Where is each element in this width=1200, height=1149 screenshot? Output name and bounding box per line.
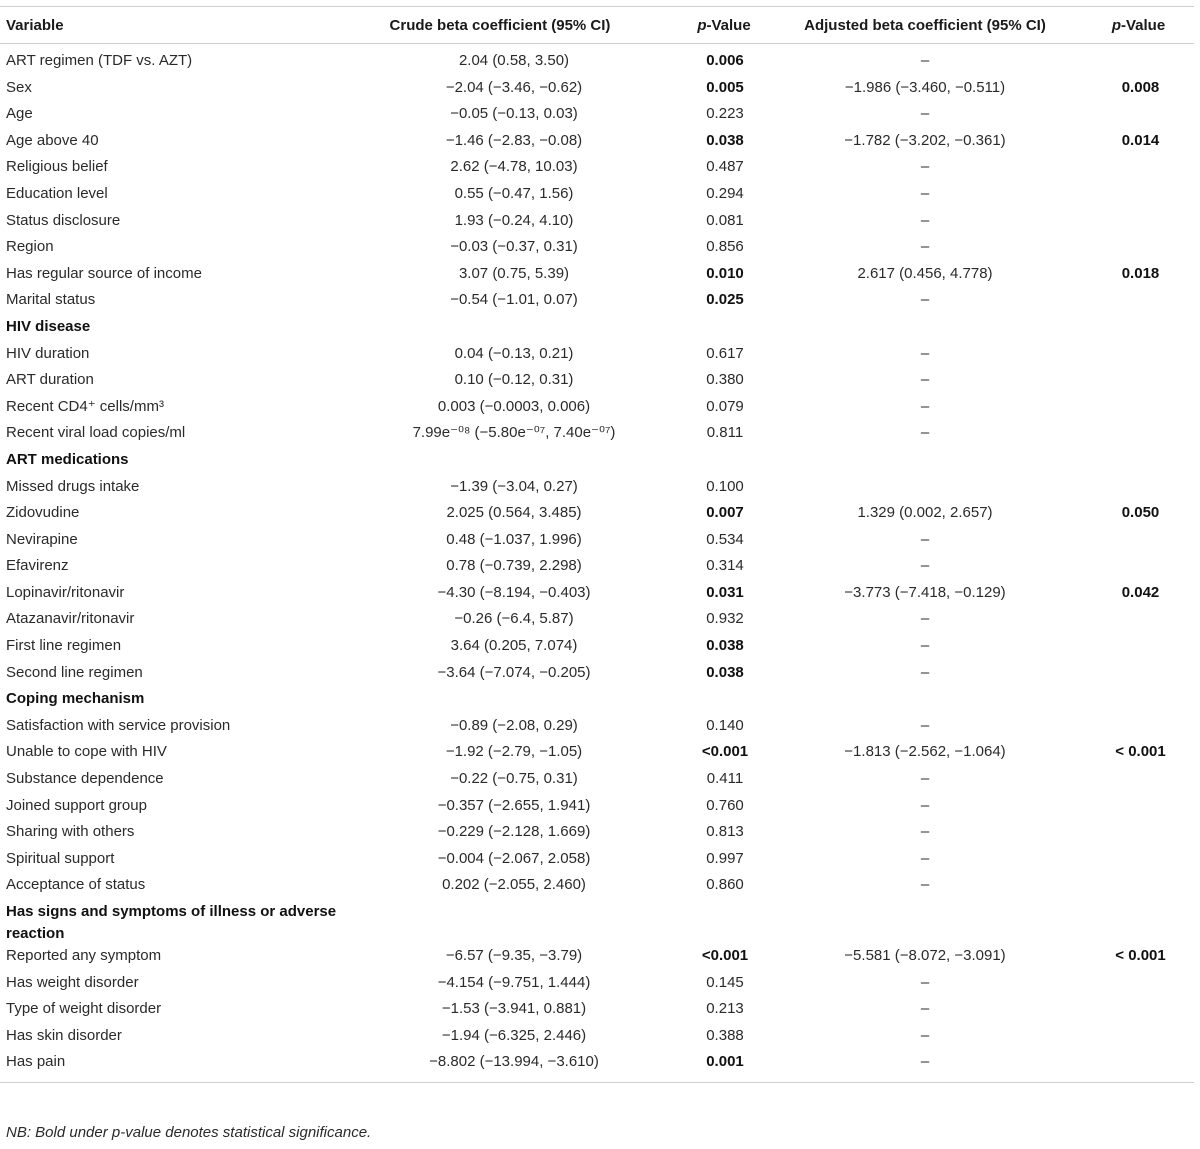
- crude-cell: 0.78 (−0.739, 2.298): [446, 557, 582, 575]
- adjusted-cell: –: [920, 105, 930, 123]
- table-row: [0, 848, 1194, 875]
- crude-cell: 0.202 (−2.055, 2.460): [442, 876, 586, 894]
- table-row: [0, 130, 1194, 157]
- header-p-letter: p: [1111, 16, 1121, 34]
- variable-cell: Has skin disorder: [6, 1026, 122, 1044]
- variable-cell: Satisfaction with service provision: [6, 716, 231, 734]
- p-value-cell: 0.487: [706, 158, 744, 176]
- variable-cell: ART duration: [6, 371, 94, 389]
- adjusted-cell: –: [920, 637, 930, 655]
- p-value-adjusted-cell: [1075, 103, 1194, 130]
- table-header: [0, 7, 1194, 44]
- variable-cell: Type of weight disorder: [6, 1000, 162, 1018]
- variable-cell: Substance dependence: [6, 770, 164, 788]
- p-value-adjusted-cell: 0.014: [1121, 131, 1160, 149]
- crude-cell: −0.229 (−2.128, 1.669): [437, 823, 591, 841]
- table-row: [0, 502, 1194, 529]
- table-row: [0, 874, 1194, 901]
- p-value-cell: 0.534: [706, 530, 744, 548]
- p-value-cell: 0.997: [706, 849, 744, 867]
- p-value-cell: [645, 901, 775, 945]
- p-value-cell: 0.932: [706, 610, 744, 628]
- crude-cell: [355, 688, 645, 715]
- variable-cell: Unable to cope with HIV: [6, 743, 167, 761]
- table-row: [0, 972, 1194, 999]
- crude-cell: −0.05 (−0.13, 0.03): [450, 105, 578, 123]
- adjusted-cell: –: [920, 397, 930, 415]
- p-value-cell: [645, 688, 775, 715]
- p-value-cell: 0.006: [706, 52, 744, 69]
- adjusted-cell: –: [775, 1051, 1075, 1082]
- table-row: [0, 715, 1194, 742]
- p-value-cell: 0.081: [706, 211, 744, 229]
- variable-cell: Marital status: [6, 291, 96, 309]
- section-row: [0, 901, 1194, 945]
- adjusted-cell: −5.581 (−8.072, −3.091): [844, 947, 1006, 964]
- adjusted-cell: –: [920, 371, 930, 389]
- p-value-adjusted-cell: [1075, 396, 1194, 423]
- table-row: [0, 608, 1194, 635]
- table-row: [0, 1051, 1194, 1082]
- variable-cell: Reported any symptom: [6, 947, 162, 964]
- adjusted-cell: –: [920, 291, 930, 309]
- p-value-adjusted-cell: < 0.001: [1115, 947, 1166, 964]
- table-row: [0, 396, 1194, 423]
- footnote: NB: Bold under p-value denotes statistical significance.: [6, 1124, 372, 1141]
- p-value-adjusted-cell: 0.018: [1121, 264, 1160, 282]
- p-value-adjusted-cell: [1075, 449, 1194, 476]
- adjusted-cell: 2.617 (0.456, 4.778): [857, 264, 993, 282]
- variable-cell: Status disclosure: [6, 211, 121, 229]
- crude-cell: 0.55 (−0.47, 1.56): [454, 184, 574, 202]
- p-value-adjusted-cell: [1075, 972, 1194, 999]
- adjusted-cell: –: [920, 158, 930, 176]
- p-value-adjusted-cell: 0.008: [1121, 78, 1160, 96]
- adjusted-cell: [775, 476, 1075, 503]
- section-row: [0, 449, 1194, 476]
- p-value-adjusted-cell: 0.042: [1121, 583, 1160, 601]
- p-value-adjusted-cell: [1075, 821, 1194, 848]
- adjusted-cell: –: [920, 530, 930, 548]
- crude-cell: 0.003 (−0.0003, 0.006): [437, 397, 591, 415]
- header-p-value-adjusted: [1075, 7, 1194, 44]
- adjusted-cell: [775, 449, 1075, 476]
- p-value-adjusted-cell: [1075, 369, 1194, 396]
- adjusted-cell: –: [920, 1026, 930, 1044]
- section-heading: ART medications: [6, 450, 129, 468]
- p-value-cell: 0.813: [706, 823, 744, 841]
- p-value-cell: 0.388: [706, 1026, 744, 1044]
- p-value-cell: 0.411: [706, 770, 744, 788]
- p-value-cell: 0.079: [706, 397, 744, 415]
- p-value-adjusted-cell: [1075, 662, 1194, 689]
- p-value-adjusted-cell: [1075, 1051, 1194, 1082]
- header-p-suffix: -Value: [706, 16, 751, 34]
- adjusted-cell: [775, 316, 1075, 343]
- table-row: [0, 768, 1194, 795]
- p-value-adjusted-cell: < 0.001: [1115, 743, 1166, 761]
- p-value-cell: 0.856: [706, 238, 744, 256]
- adjusted-cell: [775, 901, 1075, 945]
- table-row: [0, 795, 1194, 822]
- variable-cell: Age above 40: [6, 131, 99, 149]
- table-row: [0, 77, 1194, 104]
- crude-cell: 2.025 (0.564, 3.485): [446, 504, 582, 522]
- table-row: [0, 476, 1194, 503]
- variable-cell: Age: [6, 105, 33, 123]
- table-row: [0, 945, 1194, 972]
- adjusted-cell: 1.329 (0.002, 2.657): [857, 504, 993, 522]
- crude-cell: −6.57 (−9.35, −3.79): [445, 947, 583, 964]
- crude-cell: 1.93 (−0.24, 4.10): [454, 211, 574, 229]
- adjusted-cell: –: [920, 796, 930, 814]
- p-value-cell: 0.005: [706, 78, 744, 96]
- crude-cell: [355, 316, 645, 343]
- header-p-letter: p: [697, 16, 707, 34]
- table-row: [0, 263, 1194, 290]
- variable-cell: Atazanavir/ritonavir: [6, 610, 135, 628]
- crude-cell: 2.62 (−4.78, 10.03): [450, 158, 578, 176]
- p-value-adjusted-cell: [1075, 998, 1194, 1025]
- variable-cell: Sharing with others: [6, 823, 135, 841]
- table-row: [0, 582, 1194, 609]
- p-value-adjusted-cell: [1075, 529, 1194, 556]
- table-row: [0, 369, 1194, 396]
- variable-cell: Lopinavir/ritonavir: [6, 583, 125, 601]
- adjusted-cell: [775, 688, 1075, 715]
- p-value-adjusted-cell: [1075, 555, 1194, 582]
- variable-cell: Sex: [6, 78, 32, 96]
- crude-cell: −0.54 (−1.01, 0.07): [450, 291, 578, 309]
- table-row: [0, 44, 1194, 77]
- adjusted-cell: –: [920, 238, 930, 256]
- p-value-adjusted-cell: [1075, 715, 1194, 742]
- header-crude: Crude beta coefficient (95% CI): [355, 7, 645, 44]
- adjusted-cell: –: [920, 973, 930, 991]
- crude-cell: −0.22 (−0.75, 0.31): [450, 770, 578, 788]
- table-row: [0, 422, 1194, 449]
- p-value-cell: 0.031: [706, 583, 744, 601]
- crude-cell: −1.53 (−3.941, 0.881): [441, 1000, 587, 1018]
- crude-cell: 0.10 (−0.12, 0.31): [454, 371, 574, 389]
- adjusted-cell: –: [920, 663, 930, 681]
- table-row: [0, 555, 1194, 582]
- table-row: [0, 343, 1194, 370]
- adjusted-cell: –: [920, 716, 930, 734]
- adjusted-cell: −1.986 (−3.460, −0.511): [844, 78, 1006, 96]
- crude-cell: [355, 449, 645, 476]
- crude-cell: −1.92 (−2.79, −1.05): [445, 743, 583, 761]
- header-p-suffix: -Value: [1120, 16, 1166, 34]
- section-row: [0, 316, 1194, 343]
- variable-cell: Recent CD4⁺ cells/mm³: [6, 397, 164, 415]
- adjusted-cell: –: [920, 52, 930, 69]
- table-body: [0, 44, 1194, 1083]
- variable-cell: Has pain: [0, 1051, 355, 1082]
- crude-cell: −0.26 (−6.4, 5.87): [454, 610, 574, 628]
- p-value-cell: 0.001: [645, 1051, 775, 1082]
- table-row: [0, 156, 1194, 183]
- p-value-cell: 0.811: [706, 424, 744, 442]
- crude-cell: [355, 901, 645, 945]
- p-value-cell: <0.001: [701, 947, 749, 964]
- header-variable: Variable: [0, 7, 355, 44]
- adjusted-cell: –: [920, 424, 930, 442]
- p-value-cell: 0.380: [706, 371, 744, 389]
- adjusted-cell: –: [920, 211, 930, 229]
- p-value-cell: [645, 316, 775, 343]
- header-row: [0, 7, 1194, 44]
- section-heading: Has signs and symptoms of illness or adverse reaction: [6, 903, 337, 942]
- adjusted-cell: −1.782 (−3.202, −0.361): [844, 131, 1006, 149]
- adjusted-cell: –: [920, 876, 930, 894]
- p-value-cell: 0.010: [706, 264, 744, 282]
- variable-cell: Joined support group: [6, 796, 147, 814]
- adjusted-cell: –: [920, 184, 930, 202]
- crude-cell: −8.802 (−13.994, −3.610): [355, 1051, 645, 1082]
- p-value-adjusted-cell: [1075, 635, 1194, 662]
- p-value-adjusted-cell: [1075, 795, 1194, 822]
- adjusted-cell: −3.773 (−7.418, −0.129): [844, 583, 1006, 601]
- table-row: [0, 662, 1194, 689]
- p-value-cell: <0.001: [701, 743, 749, 761]
- table-row: [0, 998, 1194, 1025]
- variable-cell: Region: [6, 238, 54, 256]
- crude-cell: −1.46 (−2.83, −0.08): [445, 131, 583, 149]
- p-value-adjusted-cell: [1075, 44, 1194, 77]
- table-row: [0, 741, 1194, 768]
- section-heading: Coping mechanism: [6, 690, 145, 708]
- crude-cell: −0.004 (−2.067, 2.058): [437, 849, 591, 867]
- regression-table: [0, 6, 1194, 1083]
- adjusted-cell: –: [920, 823, 930, 841]
- p-value-cell: 0.140: [706, 716, 744, 734]
- variable-cell: Has weight disorder: [6, 973, 139, 991]
- crude-cell: −1.39 (−3.04, 0.27): [450, 477, 578, 495]
- p-value-adjusted-cell: [1075, 236, 1194, 263]
- table-row: [0, 529, 1194, 556]
- p-value-cell: 0.025: [706, 291, 744, 309]
- variable-cell: Recent viral load copies/ml: [6, 424, 186, 442]
- variable-cell: First line regimen: [6, 637, 122, 655]
- table-row: [0, 1025, 1194, 1052]
- crude-cell: −2.04 (−3.46, −0.62): [445, 78, 583, 96]
- p-value-cell: 0.145: [706, 973, 744, 991]
- table-row: [0, 236, 1194, 263]
- variable-cell: Has regular source of income: [6, 264, 202, 282]
- p-value-adjusted-cell: [1075, 608, 1194, 635]
- p-value-cell: 0.038: [706, 663, 744, 681]
- section-heading: HIV disease: [6, 317, 91, 335]
- variable-cell: Religious belief: [6, 158, 108, 176]
- crude-cell: −0.357 (−2.655, 1.941): [437, 796, 591, 814]
- p-value-adjusted-cell: [1075, 343, 1194, 370]
- p-value-adjusted-cell: [1075, 901, 1194, 945]
- variable-cell: Nevirapine: [6, 530, 78, 548]
- p-value-adjusted-cell: [1075, 316, 1194, 343]
- p-value-adjusted-cell: [1075, 210, 1194, 237]
- p-value-adjusted-cell: [1075, 1025, 1194, 1052]
- p-value-adjusted-cell: [1075, 156, 1194, 183]
- adjusted-cell: –: [920, 1000, 930, 1018]
- header-p-value-crude: [645, 7, 775, 44]
- crude-cell: −4.30 (−8.194, −0.403): [437, 583, 591, 601]
- adjusted-cell: –: [920, 770, 930, 788]
- p-value-adjusted-cell: [1075, 289, 1194, 316]
- p-value-adjusted-cell: [1075, 768, 1194, 795]
- adjusted-cell: −1.813 (−2.562, −1.064): [844, 743, 1006, 761]
- crude-cell: 0.04 (−0.13, 0.21): [454, 344, 574, 362]
- p-value-cell: 0.038: [706, 637, 744, 655]
- p-value-cell: 0.213: [706, 1000, 744, 1018]
- variable-cell: Second line regimen: [6, 663, 143, 681]
- variable-cell: Zidovudine: [6, 504, 80, 522]
- adjusted-cell: –: [920, 557, 930, 575]
- p-value-adjusted-cell: [1075, 874, 1194, 901]
- table-row: [0, 210, 1194, 237]
- crude-cell: 7.99e⁻⁰⁸ (−5.80e⁻⁰⁷, 7.40e⁻⁰⁷): [412, 424, 616, 442]
- p-value-adjusted-cell: 0.050: [1121, 504, 1160, 522]
- crude-cell: −1.94 (−6.325, 2.446): [441, 1026, 587, 1044]
- variable-cell: HIV duration: [6, 344, 90, 362]
- p-value-cell: 0.294: [706, 184, 744, 202]
- p-value-cell: 0.617: [706, 344, 744, 362]
- table-row: [0, 821, 1194, 848]
- p-value-adjusted-cell: [1075, 422, 1194, 449]
- p-value-adjusted-cell: [1075, 183, 1194, 210]
- p-value-cell: 0.760: [706, 796, 744, 814]
- p-value-adjusted-cell: [1075, 848, 1194, 875]
- crude-cell: 3.07 (0.75, 5.39): [458, 264, 570, 282]
- header-adjusted: Adjusted beta coefficient (95% CI): [775, 7, 1075, 44]
- variable-cell: ART regimen (TDF vs. AZT): [6, 52, 193, 69]
- adjusted-cell: –: [920, 849, 930, 867]
- table-row: [0, 635, 1194, 662]
- crude-cell: 3.64 (0.205, 7.074): [450, 637, 578, 655]
- crude-cell: 2.04 (0.58, 3.50): [458, 52, 570, 69]
- table-row: [0, 289, 1194, 316]
- crude-cell: −0.89 (−2.08, 0.29): [450, 716, 578, 734]
- crude-cell: 0.48 (−1.037, 1.996): [446, 530, 582, 548]
- crude-cell: −0.03 (−0.37, 0.31): [450, 238, 578, 256]
- table-row: [0, 103, 1194, 130]
- p-value-adjusted-cell: [1075, 688, 1194, 715]
- variable-cell: Education level: [6, 184, 108, 202]
- variable-cell: Efavirenz: [6, 557, 69, 575]
- crude-cell: −3.64 (−7.074, −0.205): [437, 663, 591, 681]
- p-value-cell: 0.314: [706, 557, 744, 575]
- adjusted-cell: –: [920, 610, 930, 628]
- p-value-cell: [645, 449, 775, 476]
- variable-cell: Missed drugs intake: [6, 477, 140, 495]
- p-value-cell: 0.100: [706, 477, 744, 495]
- section-row: [0, 688, 1194, 715]
- variable-cell: Acceptance of status: [6, 876, 146, 894]
- table-row: [0, 183, 1194, 210]
- p-value-cell: 0.223: [706, 105, 744, 123]
- crude-cell: −4.154 (−9.751, 1.444): [437, 973, 591, 991]
- p-value-cell: 0.038: [706, 131, 744, 149]
- p-value-cell: 0.007: [706, 504, 744, 522]
- adjusted-cell: –: [920, 344, 930, 362]
- variable-cell: Spiritual support: [6, 849, 115, 867]
- p-value-cell: 0.860: [706, 876, 744, 894]
- p-value-adjusted-cell: [1075, 476, 1194, 503]
